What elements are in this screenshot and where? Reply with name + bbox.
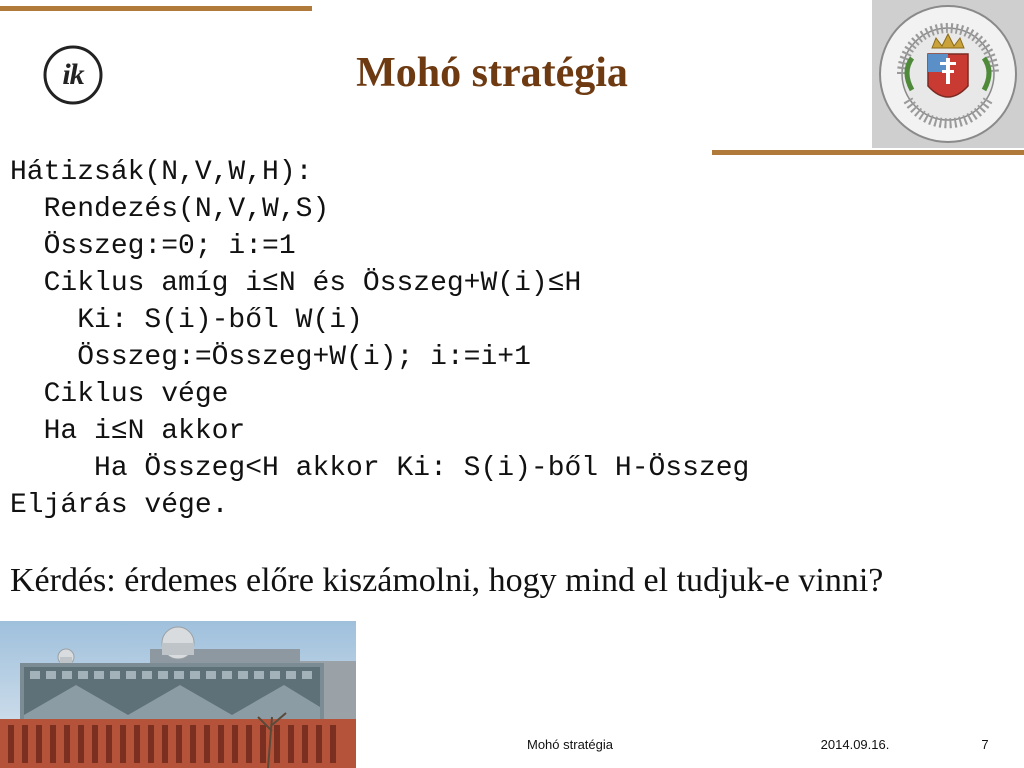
code-line: Hátizsák(N,V,W,H): bbox=[10, 157, 313, 188]
code-line: Összeg:=Összeg+W(i); i:=i+1 bbox=[10, 342, 531, 373]
building-illustration bbox=[0, 621, 356, 768]
code-line: Ciklus vége bbox=[10, 379, 229, 410]
footer-page-number: 7 bbox=[981, 737, 989, 752]
footer-date: 2014.09.16. bbox=[820, 737, 890, 752]
pseudocode-block bbox=[10, 154, 1010, 524]
code-line: Ki: S(i)-ből W(i) bbox=[10, 305, 363, 336]
footer-title: Mohó stratégia bbox=[527, 737, 613, 752]
question-text: Kérdés: érdemes előre kiszámolni, hogy mind el tudjuk-e vinni? bbox=[10, 562, 884, 599]
ik-logo bbox=[42, 44, 104, 106]
code-line: Ha Összeg<H akkor Ki: S(i)-ből H-Összeg bbox=[10, 453, 750, 484]
code-line: Összeg:=0; i:=1 bbox=[10, 231, 296, 262]
code-line: Rendezés(N,V,W,S) bbox=[10, 194, 330, 225]
ik-logo-text: ik bbox=[62, 58, 84, 91]
building-photo bbox=[0, 621, 356, 768]
code-line: Ciklus amíg i≤N és Összeg+W(i)≤H bbox=[10, 268, 582, 299]
seal-emblem bbox=[872, 0, 1024, 148]
code-line: Ha i≤N akkor bbox=[10, 416, 246, 447]
university-seal bbox=[872, 0, 1024, 148]
code-line: Eljárás vége. bbox=[10, 490, 229, 521]
slide-title: Mohó stratégia bbox=[356, 50, 628, 96]
top-accent-rule bbox=[0, 6, 312, 11]
